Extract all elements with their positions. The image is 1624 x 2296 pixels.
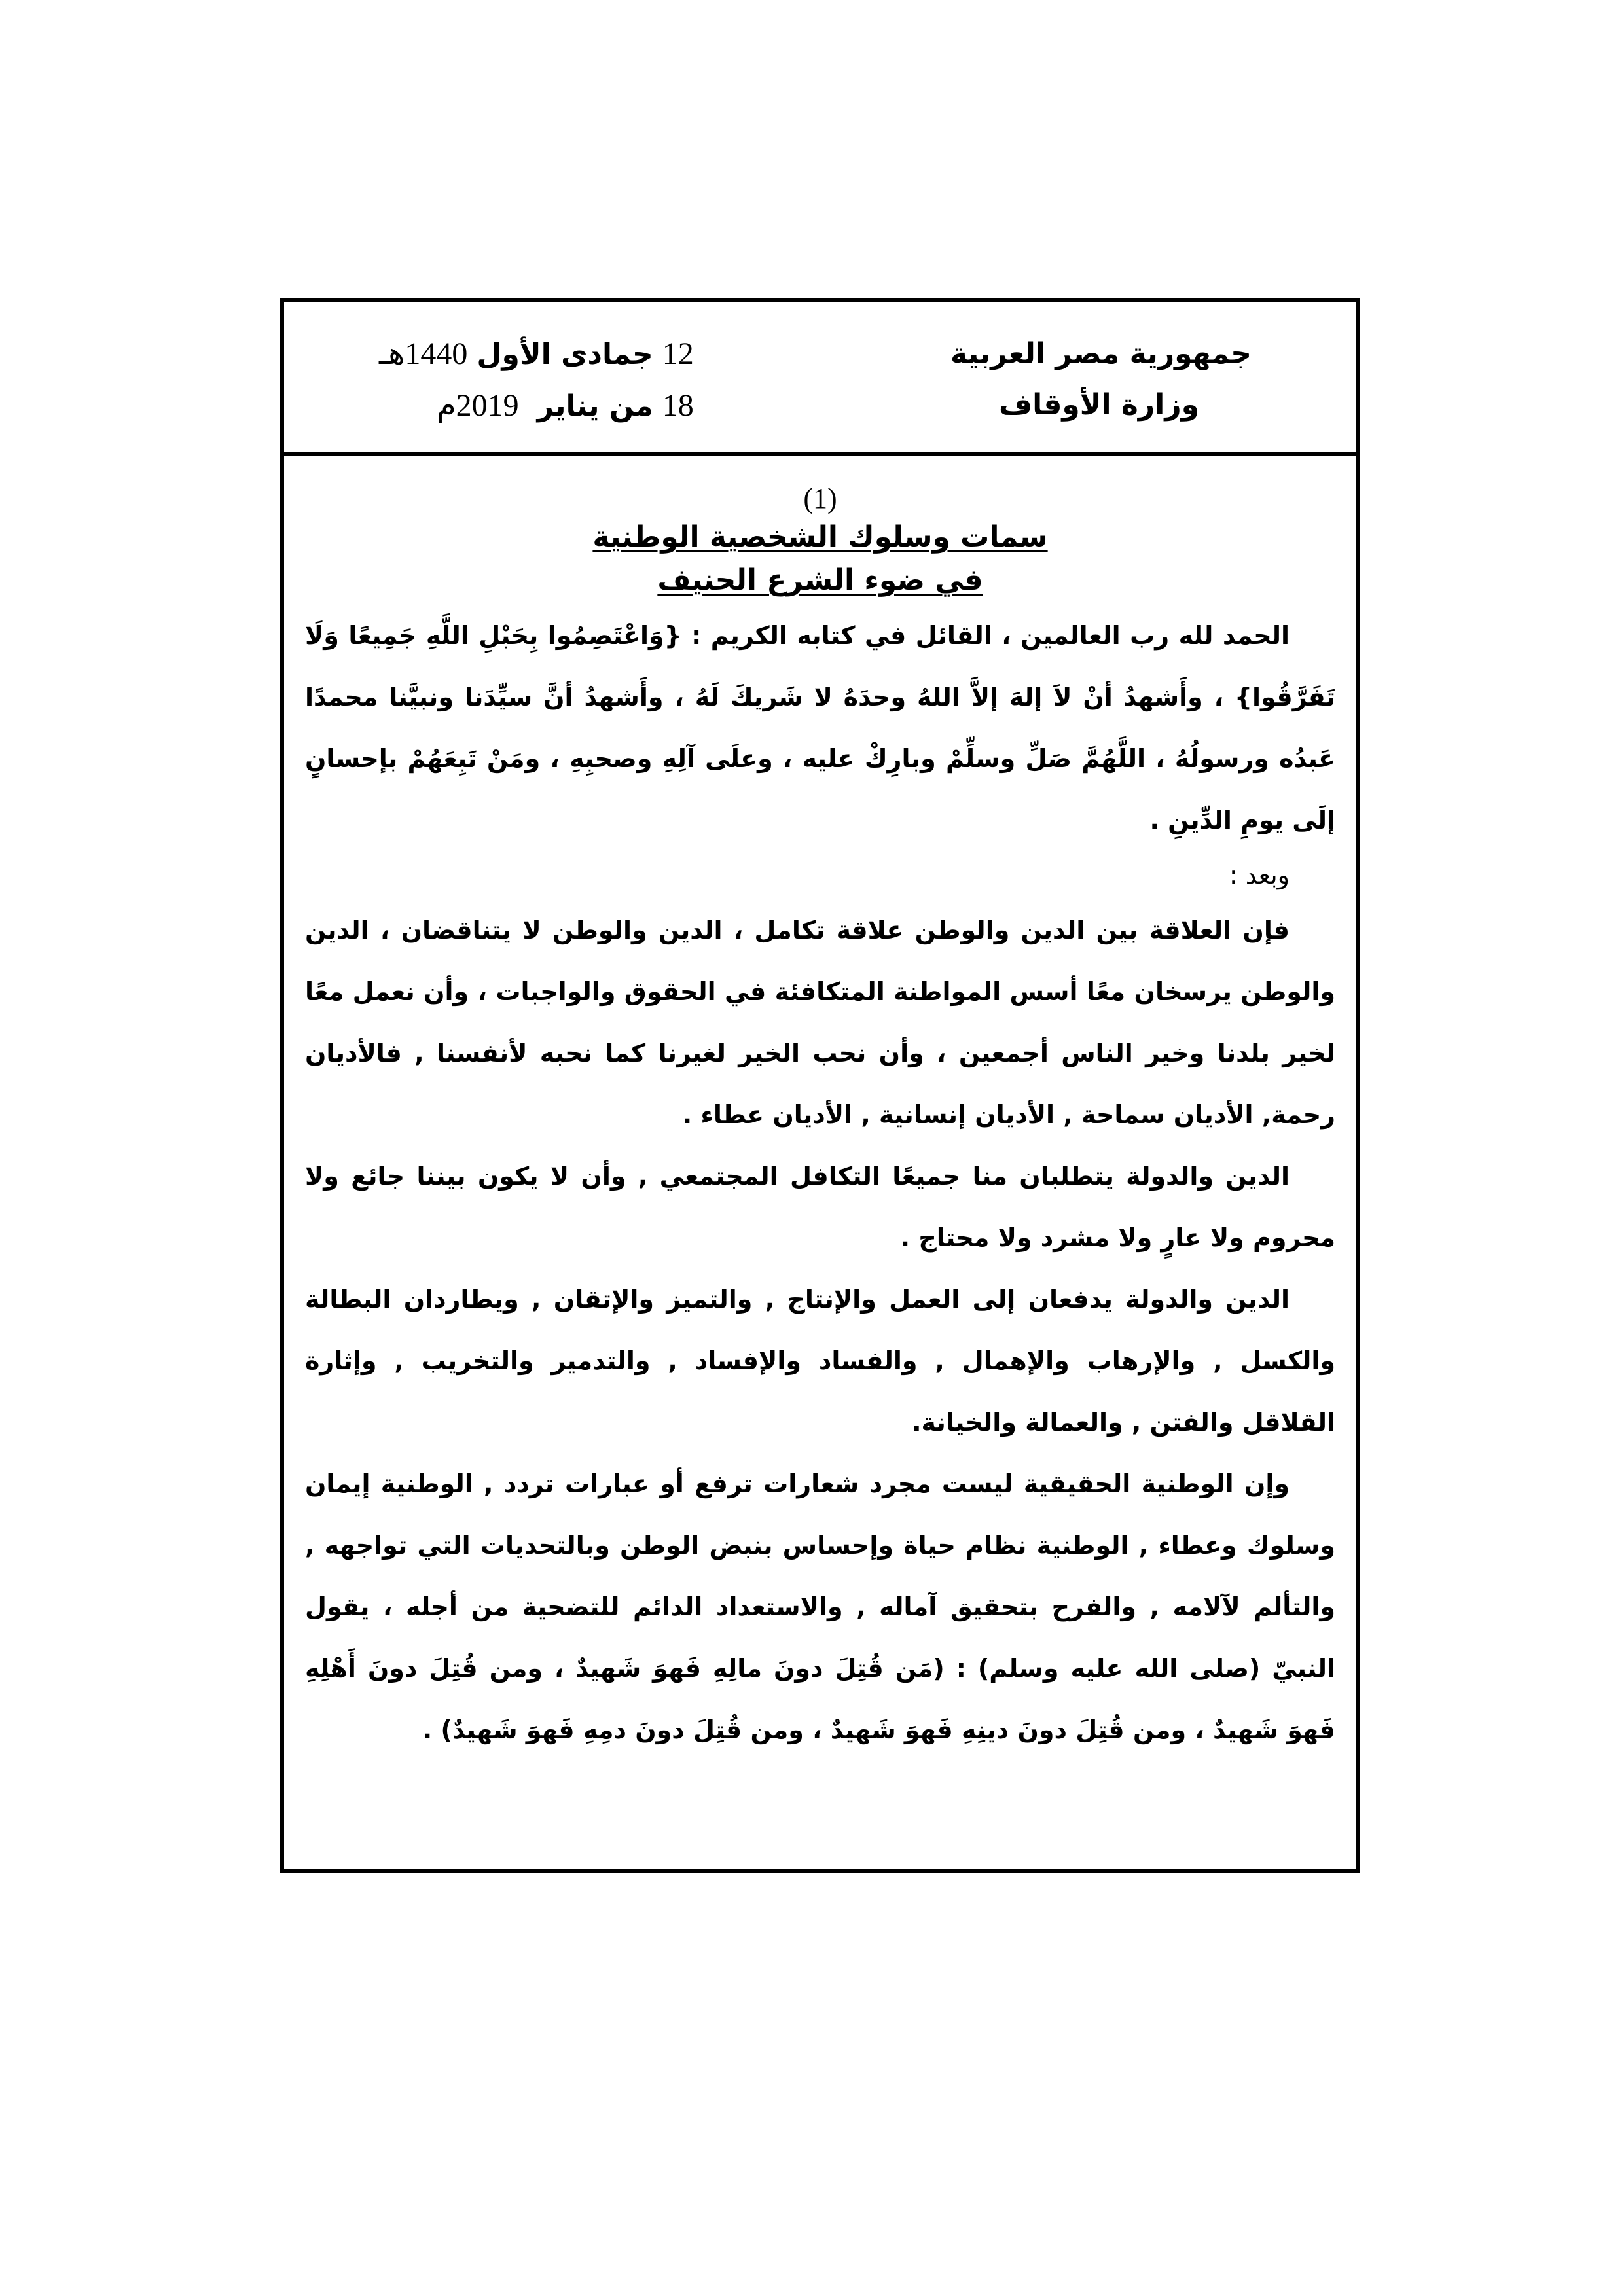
gregorian-day: 18 — [662, 388, 694, 423]
transition-text: وبعد : — [1229, 861, 1290, 889]
body-paragraph: الدين والدولة يتطلبان منا جميعًا التكافل المجتمعي , وأن لا يكون بيننا جائع ولا محروم ولا عارٍ ولا مشرد ولا محتاج . — [305, 1162, 1335, 1252]
hijri-date — [379, 329, 694, 380]
sermon-title-line1: سمات وسلوك الشخصية الوطنية — [592, 520, 1048, 554]
hijri-day: 12 — [662, 336, 694, 371]
gregorian-year: 2019م — [436, 388, 519, 423]
document-frame — [280, 298, 1360, 1873]
sermon-body — [284, 456, 1356, 1761]
issuer-block — [950, 329, 1252, 431]
opening-paragraph: الحمد لله رب العالمين ، القائل في كتابه الكريم : {وَاعْتَصِمُوا بِحَبْلِ اللَّهِ جَمِيعًا وَلَا تَفَرَّقُوا} ، وأَشهدُ أنْ لاَ إلهَ إلاَّ اللهُ وحدَهُ لا شَريكَ لَهُ ، وأَشهدُ أنَّ سيِّدَنا ونبيَّنا محمدًا عَبدُه ورسولُهُ ، اللَّهُمَّ صَلِّ وسلِّمْ وبارِكْ عليه ، وعلَى آلِهِ وصحبِهِ ، ومَنْ تَبِعَهُمْ بإحسانٍ إلَى يومِ الدِّينِ . — [305, 621, 1335, 834]
ministry-name: وزارة الأوقاف — [998, 388, 1199, 422]
body-paragraph: الدين والدولة يدفعان إلى العمل والإنتاج , والتميز والإتقان , ويطاردان البطالة والكسل , والإرهاب والإهمال , والفساد والإفساد , والتدمير والتخريب , وإثارة القلاقل والفتن , والعمالة والخيانة. — [305, 1285, 1335, 1437]
body-paragraph: وإن الوطنية الحقيقية ليست مجرد شعارات ترفع أو عبارات تردد , الوطنية إيمان وسلوك وعطاء , الوطنية نظام حياة وإحساس بنبض الوطن وبالتحديات التي تواجهه , والتألم لآلامه , والفرح بتحقيق آماله , والاستعداد الدائم للتضحية من أجله ، يقول النبيّ (صلى الله عليه وسلم) : (مَن قُتِلَ دونَ مالِهِ فَهوَ شَهيدٌ ، ومن قُتِلَ دونَ أَهْلِهِ فَهوَ شَهيدٌ ، ومن قُتِلَ دونَ دينِهِ فَهوَ شَهيدٌ ، ومن قُتِلَ دونَ دمِهِ فَهوَ شَهيدٌ) . — [305, 1469, 1335, 1744]
gregorian-date — [396, 380, 694, 432]
gregorian-month: من يناير — [537, 389, 653, 423]
date-block — [379, 329, 694, 432]
country-name: جمهورية مصر العربية — [950, 337, 1252, 370]
hijri-year: 1440هـ — [379, 336, 468, 371]
document-header — [284, 302, 1356, 456]
sermon-number: (1) — [803, 482, 837, 514]
body-paragraph: فإن العلاقة بين الدين والوطن علاقة تكامل ، الدين والوطن لا يتناقضان ، الدين والوطن يرسخان معًا أسس المواطنة المتكافئة في الحقوق والواجبات ، وأن نعمل معًا لخير بلدنا وخير الناس أجمعين ، وأن نحب الخير لغيرنا كما نحبه لأنفسنا , فالأديان رحمة, الأديان سماحة , الأديان إنسانية , الأديان عطاء . — [305, 916, 1335, 1129]
sermon-title-line2: في ضوء الشرع الحنيف — [657, 564, 983, 597]
hijri-month: جمادى الأول — [477, 338, 653, 371]
